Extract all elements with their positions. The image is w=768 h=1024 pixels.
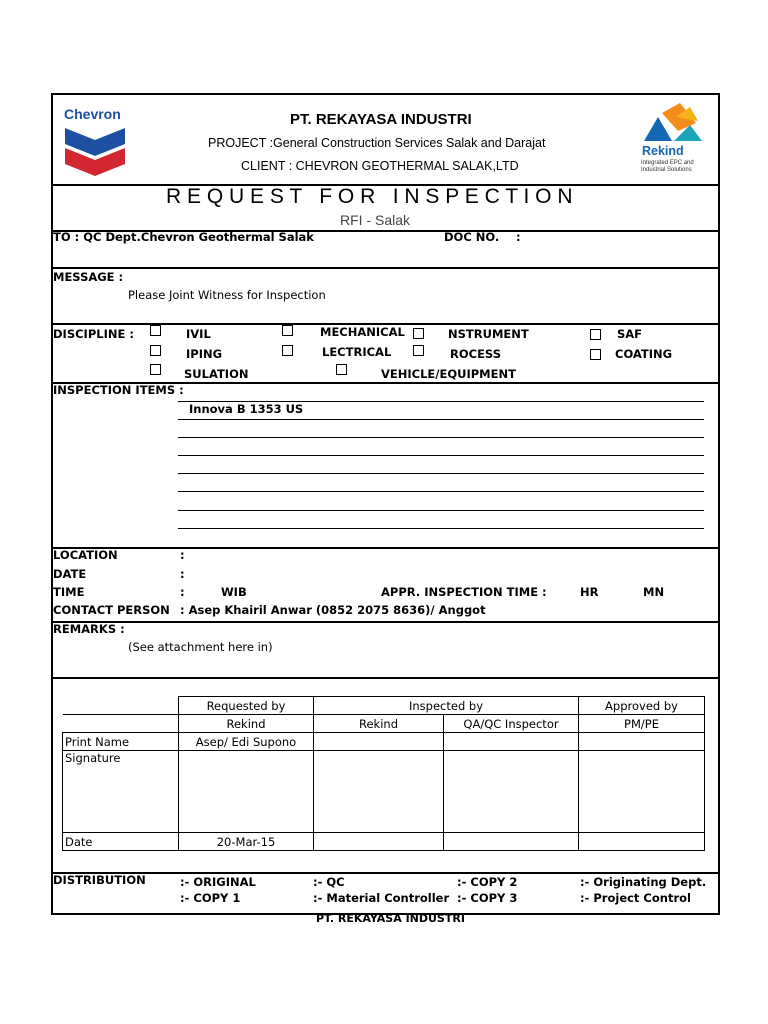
rekind-logo-name: Rekind xyxy=(642,144,684,158)
checkbox-insulation[interactable] xyxy=(150,364,161,375)
date-row-label: Date xyxy=(63,833,179,851)
empty-cell xyxy=(63,697,179,715)
print-name-pm-pe[interactable] xyxy=(579,733,705,751)
remarks-text: (See attachment here in) xyxy=(128,640,273,654)
rekind-emblem-icon xyxy=(640,103,708,145)
date-pm-pe[interactable] xyxy=(579,833,705,851)
checkbox-instrument[interactable] xyxy=(413,328,424,339)
approved-by-header: Approved by xyxy=(579,697,705,715)
divider xyxy=(51,621,718,623)
signature-requested[interactable] xyxy=(179,751,314,833)
requested-by-company: Rekind xyxy=(179,715,314,733)
distribution-original: :- ORIGINAL xyxy=(180,875,256,889)
checkbox-mechanical[interactable] xyxy=(282,325,293,336)
location-colon: : xyxy=(180,548,185,562)
inspection-item-line-1: Innova B 1353 US xyxy=(189,402,304,416)
item-line xyxy=(178,455,704,456)
item-line xyxy=(178,528,704,529)
discipline-mechanical: MECHANICAL xyxy=(320,325,405,339)
discipline-label: DISCIPLINE : xyxy=(53,327,134,341)
discipline-piping: IPING xyxy=(186,347,223,361)
divider xyxy=(51,872,718,874)
signature-label: Signature xyxy=(63,751,179,833)
signature-table xyxy=(62,696,705,851)
checkbox-saf[interactable] xyxy=(590,329,601,340)
requested-by-header: Requested by xyxy=(179,697,314,715)
distribution-copy-3: :- COPY 3 xyxy=(457,891,518,905)
item-line xyxy=(178,419,704,420)
discipline-process: ROCESS xyxy=(450,347,501,361)
time-label: TIME xyxy=(53,585,85,599)
print-name-qa-qc[interactable] xyxy=(444,733,579,751)
inspected-by-header: Inspected by xyxy=(314,697,579,715)
distribution-copy-1: :- COPY 1 xyxy=(180,891,241,905)
date-qa-qc[interactable] xyxy=(444,833,579,851)
form-subtitle: RFI - Salak xyxy=(340,212,411,228)
discipline-vehicle-equipment: VEHICLE/EQUIPMENT xyxy=(381,367,516,381)
inspected-by-company: Rekind xyxy=(314,715,444,733)
checkbox-piping[interactable] xyxy=(150,345,161,356)
contact-person-label: CONTACT PERSON xyxy=(53,603,170,617)
signature-qa-qc[interactable] xyxy=(444,751,579,833)
location-label: LOCATION xyxy=(53,548,118,562)
chevron-logo xyxy=(62,106,130,176)
item-line xyxy=(178,473,704,474)
rekind-tagline-2: Industrial Solutions xyxy=(641,167,692,173)
hour-label: HR xyxy=(580,585,599,599)
divider xyxy=(51,267,718,269)
discipline-saf: SAF xyxy=(617,327,643,341)
date-label: DATE xyxy=(53,567,87,581)
inspected-by-qa-qc: QA/QC Inspector xyxy=(444,715,579,733)
item-line xyxy=(178,401,704,402)
chevron-logo-text: Chevron xyxy=(64,106,121,122)
inspection-items-label: INSPECTION ITEMS : xyxy=(53,383,184,397)
signature-pm-pe[interactable] xyxy=(579,751,705,833)
rekind-tagline-1: Integrated EPC and xyxy=(641,160,694,166)
remarks-label: REMARKS : xyxy=(53,622,125,636)
contact-person-value: : Asep Khairil Anwar (0852 2075 8636)/ Anggot xyxy=(180,603,486,617)
appr-inspection-time-label: APPR. INSPECTION TIME : xyxy=(381,585,547,599)
project-line: PROJECT :General Construction Services Salak and Darajat xyxy=(208,136,546,150)
chevron-emblem-icon xyxy=(62,106,130,176)
distribution-label: DISTRIBUTION xyxy=(53,873,146,887)
print-name-label: Print Name xyxy=(63,733,179,751)
date-requested: 20-Mar-15 xyxy=(179,833,314,851)
checkbox-process[interactable] xyxy=(413,345,424,356)
discipline-coating: COATING xyxy=(615,347,673,361)
checkbox-vehicle-equipment[interactable] xyxy=(336,364,347,375)
divider xyxy=(318,324,408,325)
distribution-copy-2: :- COPY 2 xyxy=(457,875,518,889)
checkbox-civil[interactable] xyxy=(150,325,161,336)
empty-cell xyxy=(63,715,179,733)
distribution-material-controller: :- Material Controller xyxy=(313,891,450,905)
item-line xyxy=(178,510,704,511)
client-line: CLIENT : CHEVRON GEOTHERMAL SALAK,LTD xyxy=(241,159,519,173)
doc-no-label: DOC NO. xyxy=(444,230,500,244)
distribution-originating-dept: :- Originating Dept. xyxy=(580,875,707,889)
footer-company: PT. REKAYASA INDUSTRI xyxy=(316,912,465,925)
divider xyxy=(51,677,718,679)
time-wib: WIB xyxy=(221,585,247,599)
checkbox-electrical[interactable] xyxy=(282,345,293,356)
divider xyxy=(51,547,718,549)
discipline-insulation: SULATION xyxy=(184,367,249,381)
print-name-requested: Asep/ Edi Supono xyxy=(179,733,314,751)
discipline-civil: IVIL xyxy=(186,327,211,341)
date-colon: : xyxy=(180,567,185,581)
message-text: Please Joint Witness for Inspection xyxy=(128,288,326,302)
doc-no-colon: : xyxy=(516,230,521,244)
signature-rekind[interactable] xyxy=(314,751,444,833)
minute-label: MN xyxy=(643,585,665,599)
discipline-electrical: LECTRICAL xyxy=(322,345,392,359)
message-label: MESSAGE : xyxy=(53,270,124,284)
form-title: R E Q U E S T F O R I N S P E C T I O N xyxy=(166,185,573,208)
item-line xyxy=(178,491,704,492)
company-name: PT. REKAYASA INDUSTRI xyxy=(290,111,472,128)
approved-by-role: PM/PE xyxy=(579,715,705,733)
checkbox-coating[interactable] xyxy=(590,349,601,360)
time-colon: : xyxy=(180,585,185,599)
distribution-qc: :- QC xyxy=(313,875,345,889)
distribution-project-control: :- Project Control xyxy=(580,891,691,905)
item-line xyxy=(178,437,704,438)
discipline-instrument: NSTRUMENT xyxy=(448,327,529,341)
rekind-logo xyxy=(640,103,708,178)
to-field: TO : QC Dept.Chevron Geothermal Salak xyxy=(53,230,314,244)
date-rekind[interactable] xyxy=(314,833,444,851)
print-name-rekind[interactable] xyxy=(314,733,444,751)
